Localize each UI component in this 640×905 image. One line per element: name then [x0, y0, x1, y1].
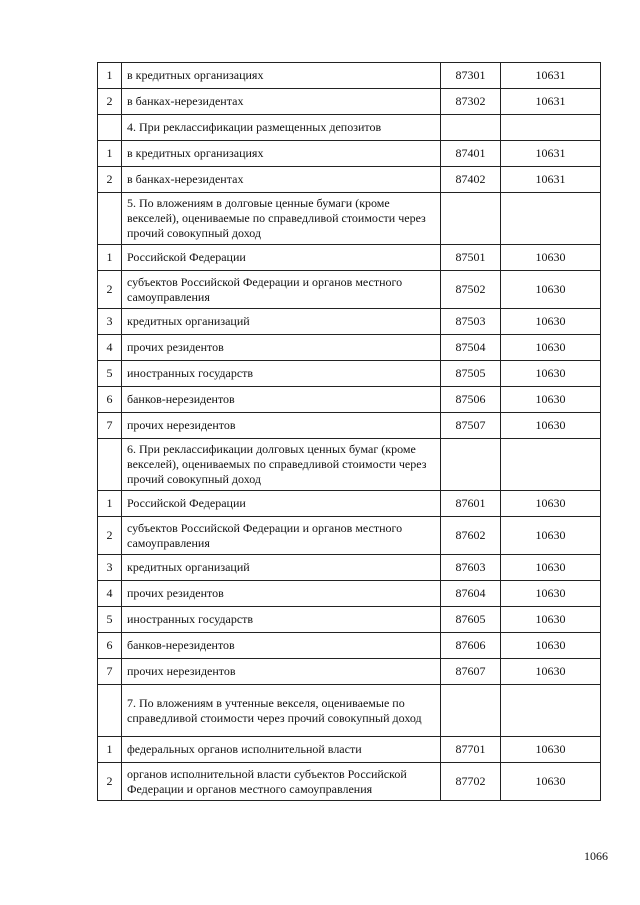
- symbol-code: 87602: [441, 517, 501, 555]
- row-label: субъектов Российской Федерации и органов местного самоуправления: [122, 271, 441, 309]
- row-number: 3: [98, 555, 122, 581]
- row-label: в банках-нерезидентах: [122, 89, 441, 115]
- table-row: [98, 361, 601, 387]
- table-row: [98, 659, 601, 685]
- row-label: банков-нерезидентов: [122, 633, 441, 659]
- row-number: 4: [98, 335, 122, 361]
- table-row: [98, 141, 601, 167]
- symbol-code: 87502: [441, 271, 501, 309]
- row-label: Российской Федерации: [122, 245, 441, 271]
- table-row: [98, 555, 601, 581]
- section-heading: 4. При реклассификации размещенных депозитов: [122, 115, 441, 141]
- section-heading: 5. По вложениям в долговые ценные бумаги (кроме векселей), оцениваемые по справедливой стоимости через прочий совокупный доход: [122, 193, 441, 245]
- row-number: 5: [98, 361, 122, 387]
- row-number: 1: [98, 245, 122, 271]
- empty-cell: [441, 193, 501, 245]
- empty-cell: [501, 115, 601, 141]
- account-number: 10630: [501, 737, 601, 763]
- row-number: 6: [98, 633, 122, 659]
- empty-cell: [441, 115, 501, 141]
- row-number: 2: [98, 763, 122, 801]
- row-label: банков-нерезидентов: [122, 387, 441, 413]
- symbol-code: 87504: [441, 335, 501, 361]
- account-number: 10631: [501, 63, 601, 89]
- empty-cell: [98, 439, 122, 491]
- table-row: [98, 517, 601, 555]
- table-row: [98, 309, 601, 335]
- account-number: 10630: [501, 309, 601, 335]
- row-label: федеральных органов исполнительной власти: [122, 737, 441, 763]
- row-label: иностранных государств: [122, 361, 441, 387]
- row-label: иностранных государств: [122, 607, 441, 633]
- accounts-table: [97, 62, 601, 801]
- table-row: [98, 737, 601, 763]
- symbol-code: 87606: [441, 633, 501, 659]
- account-number: 10630: [501, 517, 601, 555]
- symbol-code: 87505: [441, 361, 501, 387]
- section-heading: 7. По вложениям в учтенные векселя, оцениваемые по справедливой стоимости через прочий совокупный доход: [122, 685, 441, 737]
- row-number: 7: [98, 659, 122, 685]
- row-number: 1: [98, 63, 122, 89]
- account-number: 10630: [501, 659, 601, 685]
- section-heading-row: [98, 439, 601, 491]
- row-number: 4: [98, 581, 122, 607]
- table-row: [98, 89, 601, 115]
- symbol-code: 87603: [441, 555, 501, 581]
- account-number: 10631: [501, 167, 601, 193]
- row-number: 7: [98, 413, 122, 439]
- symbol-code: 87601: [441, 491, 501, 517]
- row-label: Российской Федерации: [122, 491, 441, 517]
- account-number: 10630: [501, 387, 601, 413]
- symbol-code: 87605: [441, 607, 501, 633]
- account-number: 10630: [501, 633, 601, 659]
- account-number: 10630: [501, 763, 601, 801]
- row-label: органов исполнительной власти субъектов Российской Федерации и органов местного самоуправления: [122, 763, 441, 801]
- symbol-code: 87302: [441, 89, 501, 115]
- symbol-code: 87402: [441, 167, 501, 193]
- symbol-code: 87507: [441, 413, 501, 439]
- empty-cell: [98, 685, 122, 737]
- empty-cell: [501, 685, 601, 737]
- account-number: 10630: [501, 413, 601, 439]
- table-row: [98, 167, 601, 193]
- table-row: [98, 607, 601, 633]
- empty-cell: [441, 439, 501, 491]
- row-label: в кредитных организациях: [122, 63, 441, 89]
- account-number: 10630: [501, 361, 601, 387]
- empty-cell: [501, 193, 601, 245]
- account-number: 10631: [501, 141, 601, 167]
- section-heading: 6. При реклассификации долговых ценных бумаг (кроме векселей), оцениваемых по справедливой стоимости через прочий совокупный доход: [122, 439, 441, 491]
- account-number: 10630: [501, 555, 601, 581]
- row-label: субъектов Российской Федерации и органов местного самоуправления: [122, 517, 441, 555]
- row-label: кредитных организаций: [122, 309, 441, 335]
- table-row: [98, 335, 601, 361]
- table-row: [98, 245, 601, 271]
- account-number: 10631: [501, 89, 601, 115]
- row-number: 6: [98, 387, 122, 413]
- account-number: 10630: [501, 335, 601, 361]
- table-row: [98, 63, 601, 89]
- account-number: 10630: [501, 491, 601, 517]
- symbol-code: 87604: [441, 581, 501, 607]
- row-number: 2: [98, 167, 122, 193]
- account-number: 10630: [501, 245, 601, 271]
- symbol-code: 87503: [441, 309, 501, 335]
- section-heading-row: [98, 193, 601, 245]
- table-row: [98, 581, 601, 607]
- table-row: [98, 633, 601, 659]
- row-label: кредитных организаций: [122, 555, 441, 581]
- row-label: в кредитных организациях: [122, 141, 441, 167]
- table-row: [98, 491, 601, 517]
- section-heading-row: [98, 685, 601, 737]
- row-number: 1: [98, 737, 122, 763]
- account-number: 10630: [501, 607, 601, 633]
- empty-cell: [441, 685, 501, 737]
- symbol-code: 87401: [441, 141, 501, 167]
- symbol-code: 87701: [441, 737, 501, 763]
- row-label: в банках-нерезидентах: [122, 167, 441, 193]
- page-number: 1066: [584, 849, 608, 863]
- account-number: 10630: [501, 271, 601, 309]
- row-number: 2: [98, 271, 122, 309]
- row-label: прочих нерезидентов: [122, 413, 441, 439]
- symbol-code: 87702: [441, 763, 501, 801]
- row-number: 2: [98, 517, 122, 555]
- section-heading-row: [98, 115, 601, 141]
- table-row: [98, 271, 601, 309]
- symbol-code: 87506: [441, 387, 501, 413]
- empty-cell: [98, 115, 122, 141]
- row-number: 3: [98, 309, 122, 335]
- symbol-code: 87301: [441, 63, 501, 89]
- row-number: 1: [98, 141, 122, 167]
- row-label: прочих резидентов: [122, 581, 441, 607]
- table-row: [98, 763, 601, 801]
- table-row: [98, 413, 601, 439]
- empty-cell: [98, 193, 122, 245]
- row-number: 1: [98, 491, 122, 517]
- symbol-code: 87501: [441, 245, 501, 271]
- row-label: прочих резидентов: [122, 335, 441, 361]
- account-number: 10630: [501, 581, 601, 607]
- empty-cell: [501, 439, 601, 491]
- row-label: прочих нерезидентов: [122, 659, 441, 685]
- table-row: [98, 387, 601, 413]
- row-number: 2: [98, 89, 122, 115]
- row-number: 5: [98, 607, 122, 633]
- symbol-code: 87607: [441, 659, 501, 685]
